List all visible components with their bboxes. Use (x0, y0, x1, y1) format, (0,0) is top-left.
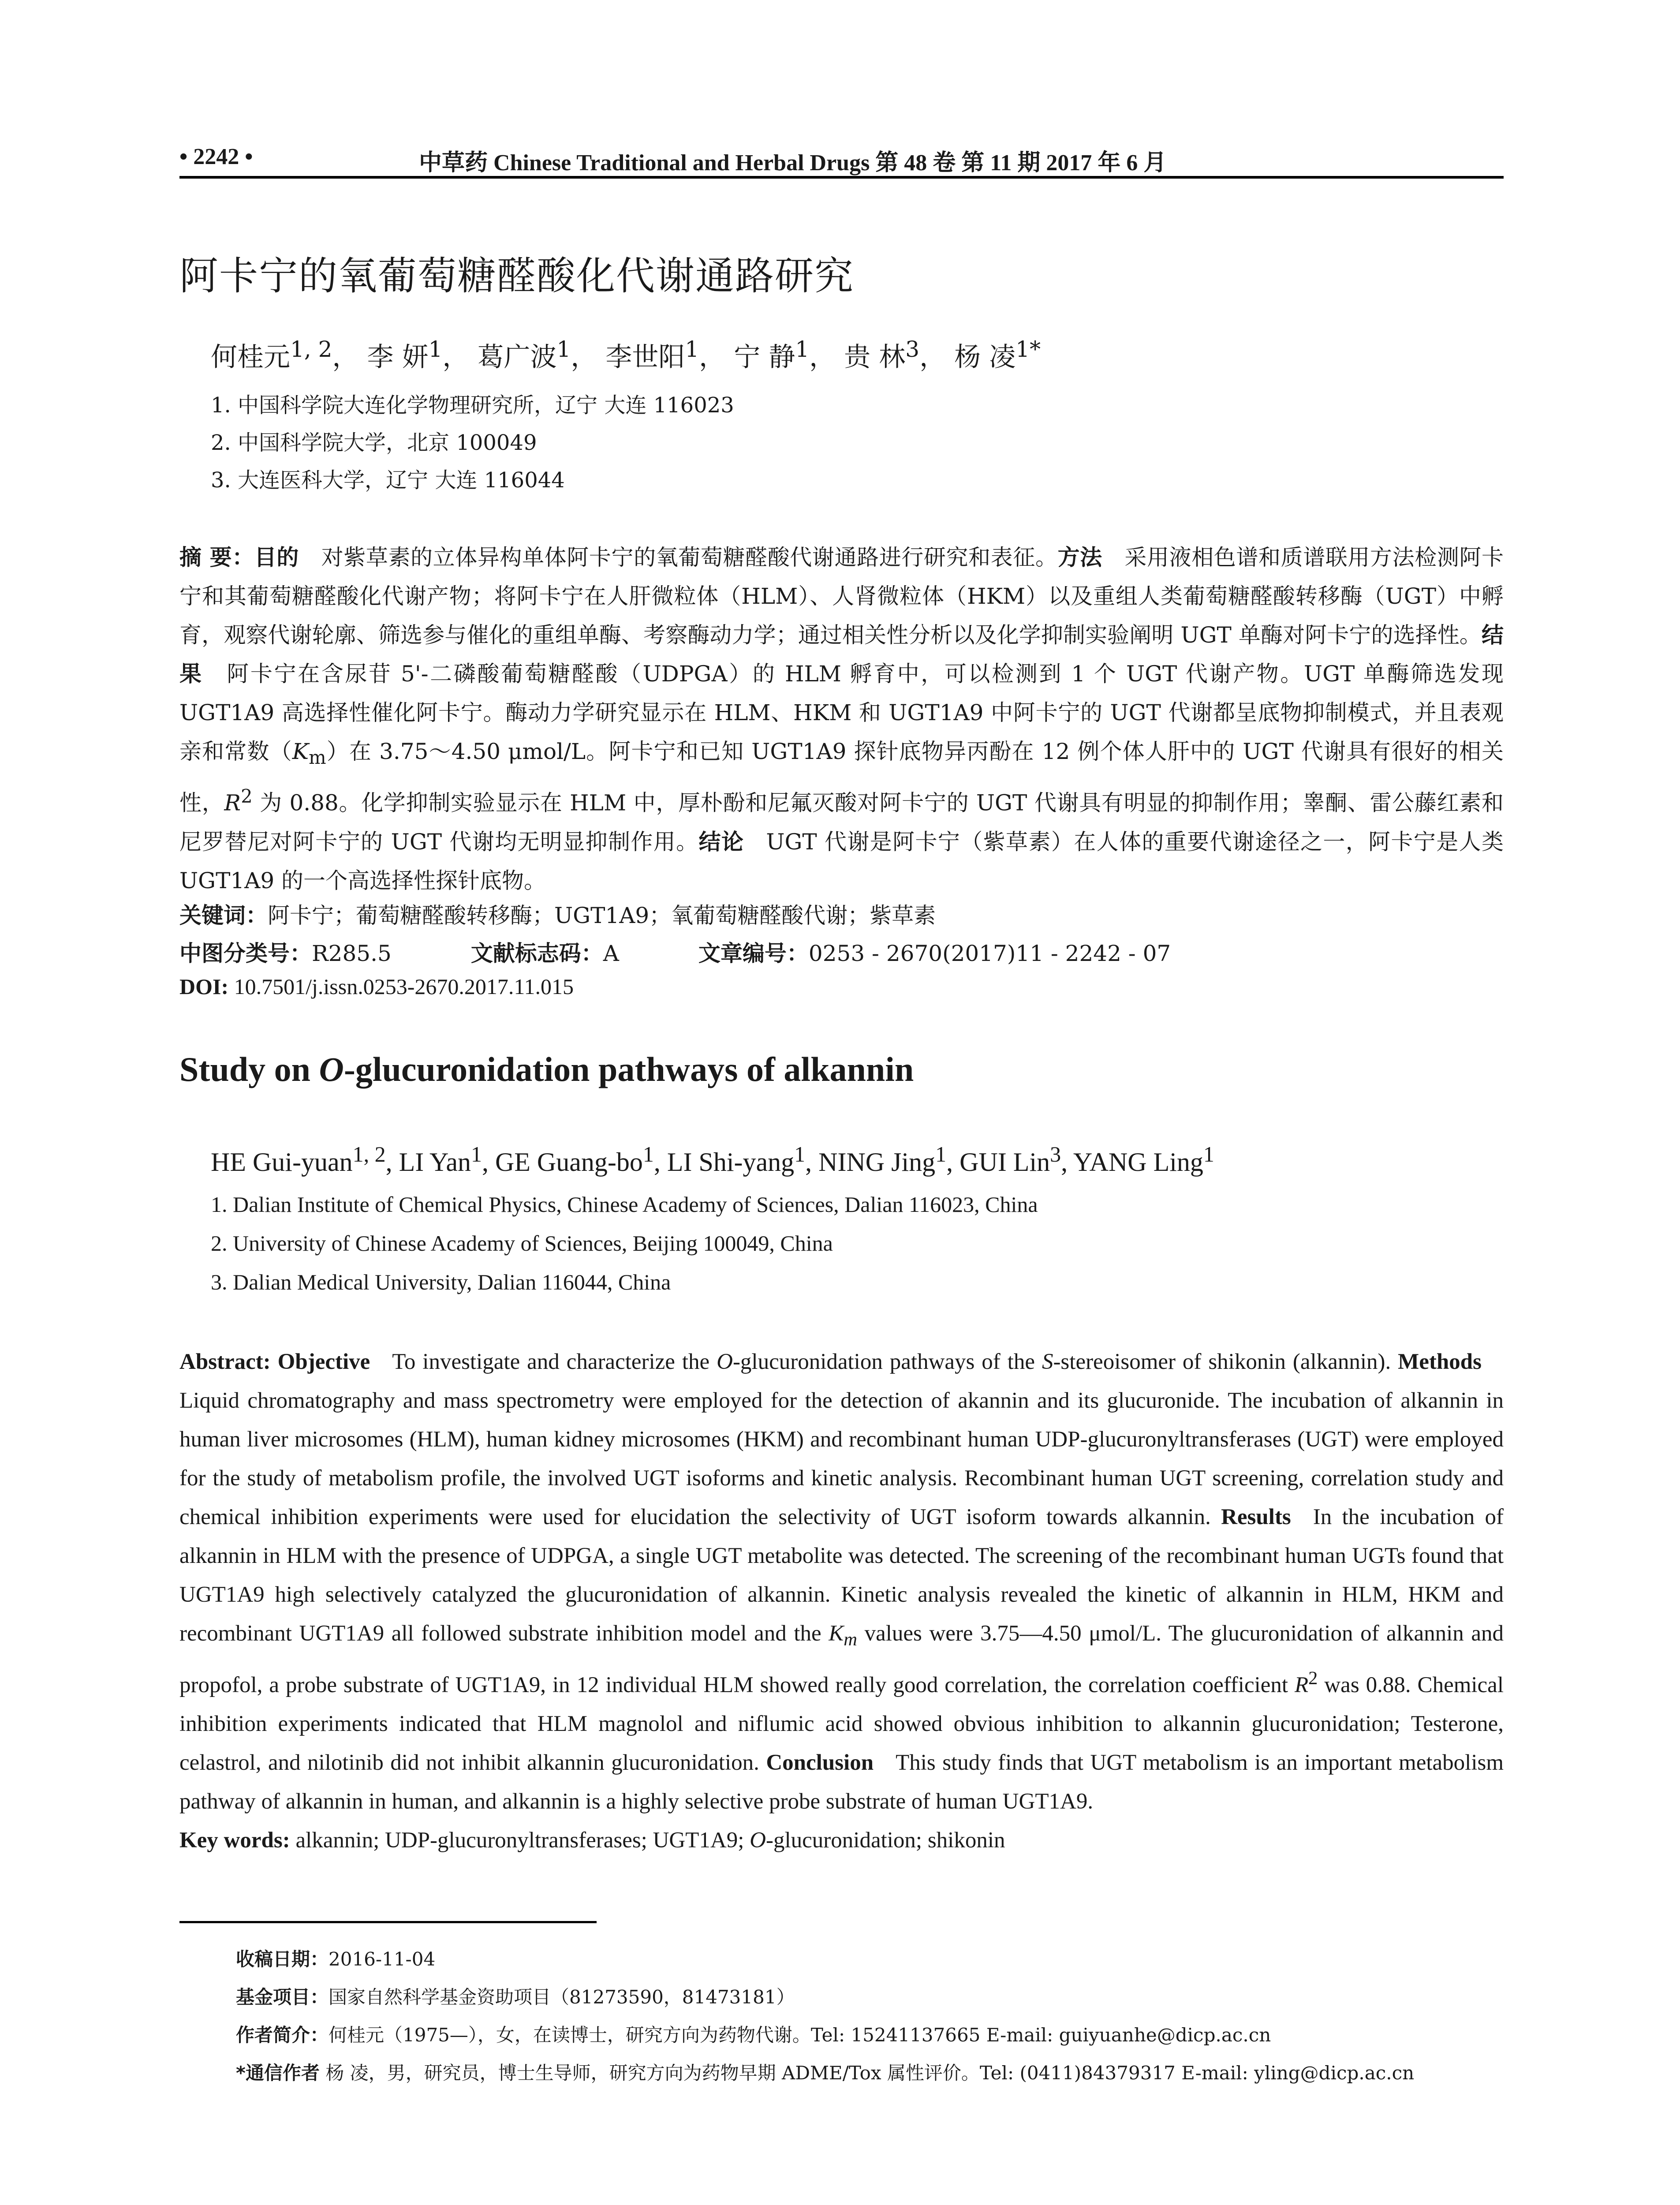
footnote-corresponding: *通信作者 杨 凌，男，研究员，博士生导师，研究方向为药物早期 ADME/Tox 属性评价。Tel: (0411)84379317 E-mail: yling@dicp.ac.cn (236, 2062, 1415, 2084)
author: GE Guang-$bo^1$, (495, 1142, 667, 1177)
chinese-affiliation: 2. 中国科学院大学，北京 100049 (211, 430, 537, 455)
author: 何桂元$^{1, 2}$， (211, 336, 359, 373)
english-title: Study on O-glucuronidation pathways of alkannin (179, 1050, 914, 1088)
results-label: Results (1221, 1505, 1291, 1529)
author: 李 妍$^1$， (367, 336, 469, 373)
english-affiliation: 1. Dalian Institute of Chemical Physics, Chinese Academy of Sciences, Dalian 116023, China (211, 1192, 1038, 1217)
author: LI Shi-yang$^1$, (667, 1142, 819, 1177)
footnote-rule (179, 1921, 597, 1923)
author: 杨 凌$^{1*}$ (954, 336, 1041, 373)
footnote-author-bio: 作者简介：何桂元（1975—），女，在读博士，研究方向为药物代谢。Tel: 15241137665 E-mail: guiyuanhe@dicp.ac.cn (236, 2024, 1271, 2046)
abstract-label: Abstract: Objective (179, 1349, 370, 1374)
author: GUI Lin$^3$, (959, 1142, 1073, 1177)
author: 宁 静$^1$， (734, 336, 836, 373)
footnote-funding: 基金项目：国家自然科学基金资助项目（81273590，81473181） (236, 1986, 795, 2008)
conclusion-label: Conclusion (766, 1750, 874, 1775)
english-affiliation: 3. Dalian Medical University, Dalian 116044, China (211, 1270, 671, 1294)
chinese-title: 阿卡宁的氧葡萄糖醛酸化代谢通路研究 (179, 253, 855, 299)
english-affiliation: 2. University of Chinese Academy of Sciences, Beijing 100049, China (211, 1231, 833, 1256)
conclusion-label: 结论 (698, 829, 744, 855)
author: 李世阳$^1$， (605, 336, 726, 373)
running-header (179, 140, 1504, 176)
english-authors (211, 1141, 1214, 1177)
objective-label: 目的 (254, 545, 299, 570)
doi-link[interactable]: 10.7501/j.issn.0253-2670.2017.11.015 (234, 974, 574, 999)
classification-line: 中图分类号：R285.5 文献标志码：A 文章编号：0253 - 2670(2017)11 - 2242 - 07 (179, 941, 1171, 966)
footnote-received: 收稿日期：2016-11-04 (236, 1948, 436, 1970)
methods-label: 方法 (1057, 545, 1102, 570)
english-keywords: Key words: alkannin; UDP-glucuronyltransferases; UGT1A9; O-glucuronidation; shikonin (179, 1828, 1005, 1853)
author: 贵 林$^3$， (844, 336, 946, 373)
chinese-affiliation: 3. 大连医科大学，辽宁 大连 116044 (211, 468, 565, 493)
header-rule (179, 176, 1504, 179)
english-abstract: Abstract: Objective To investigate and characterize the O-glucuronidation pathways of the S-stereoisomer of shikonin (alkannin). MethodsLiquid chromatography and mass spectrometry were employed for the detection of akannin and its glucuronide. The incubation of alkannin in human liver microsomes (HLM), human kidney microsomes (HKM) and recombinant human UDP-glucuronyltransferases (UGT) were employed for the study of metabolism profile, the involved UGT isoforms and kinetic analysis. Recombinant human UGT screening, correlation study and chemical inhibition experiments were used for elucidation the selectivity of UGT isoform towards alkannin. Results In the incubation of alkannin in HLM with the presence of UDPGA, a single UGT metabolite was detected. The screening of the recombinant human UGTs found that UGT1A9 high selectively catalyzed the glucuronidation of alkannin. Kinetic analysis revealed the kinetic of alkannin in HLM, HKM and recombinant UGT1A9 all followed substrate inhibition model and the $K_m$ values were 3.75—4.50 μmol/L. The glucuronidation of alkannin and propofol, a probe substrate of UGT1A9, in 12 individual HLM showed really good correlation, the correlation coefficient $R^2$ was 0.88. Chemical inhibition experiments indicated that HLM magnolol and niflumic acid showed obvious inhibition to alkannin glucuronidation; Testerone, celastrol, and nilotinib did not inhibit alkannin glucuronidation. Conclusion This study finds that UGT metabolism is an important metabolism pathway of alkannin in human, and alkannin is a highly selective probe substrate of human UGT1A9. Key words: alkannin; UDP-glucuronyltransferases; UGT1A9; O-glucuronidation; shikonin (179, 1349, 1504, 1853)
author: HE Gui-yuan$^{1, 2}$, (211, 1142, 399, 1177)
chinese-affiliation: 1. 中国科学院大连化学物理研究所，辽宁 大连 116023 (211, 393, 734, 418)
methods-label: Methods (1398, 1349, 1482, 1374)
author: NING Jing$^1$, (818, 1142, 960, 1177)
doi-line: DOI: 10.7501/j.issn.0253-2670.2017.11.015 (179, 974, 574, 999)
chinese-keywords: 关键词：阿卡宁；葡萄糖醛酸转移酶；UGT1A9；氧葡萄糖醛酸代谢；紫草素 (179, 903, 936, 928)
page-number: • 2242 • (179, 144, 253, 169)
author: LI Yan$^1$, (399, 1142, 495, 1177)
author: 葛广波$^1$， (477, 336, 597, 373)
results-label: 结果 (179, 622, 1504, 687)
chinese-authors (211, 336, 1041, 374)
abstract-label: 摘 要： (179, 545, 254, 570)
author: YANG Ling$^1$ (1073, 1142, 1214, 1177)
journal-info: 中草药 Chinese Traditional and Herbal Drugs 第 48 卷 第 11 期 2017 年 6 月 (419, 150, 1167, 176)
chinese-abstract: 摘 要：目的 对紫草素的立体异构单体阿卡宁的氧葡萄糖醛酸代谢通路进行研究和表征。方法 采用液相色谱和质谱联用方法检测阿卡宁和其葡萄糖醛酸化代谢产物；将阿卡宁在人肝微粒体（HLM）、人肾微粒体（HKM）以及重组人类葡萄糖醛酸转移酶（UGT）中孵育，观察代谢轮廓、筛选参与催化的重组单酶、考察酶动力学；通过相关性分析以及化学抑制实验阐明 UGT 单酶对阿卡宁的选择性。结果 阿卡宁在含尿苷 5'-二磷酸葡萄糖醛酸（UDPGA）的 HLM 孵育中，可以检测到 1 个 UGT 代谢产物。UGT 单酶筛选发现 UGT1A9 高选择性催化阿卡宁。酶动力学研究显示在 HLM、HKM 和 UGT1A9 中阿卡宁的 UGT 代谢都呈底物抑制模式，并且表观亲和常数$(K_m)$在 3.75～4.50 μmol/L。阿卡宁和已知 UGT1A9 探针底物异丙酚在 12 例个体人肝中的 UGT 代谢具有很好的相关性，$R^2$ 为 0.88。化学抑制实验显示在 HLM 中，厚朴酚和尼氟灭酸对阿卡宁的 UGT 代谢具有明显的抑制作用；睾酮、雷公藤红素和尼罗替尼对阿卡宁的 UGT 代谢均无明显抑制作用。结论 UGT 代谢是阿卡宁（紫草素）在人体的重要代谢途径之一，阿卡宁是人类 UGT1A9 的一个高选择性探针底物。 (179, 545, 1504, 893)
